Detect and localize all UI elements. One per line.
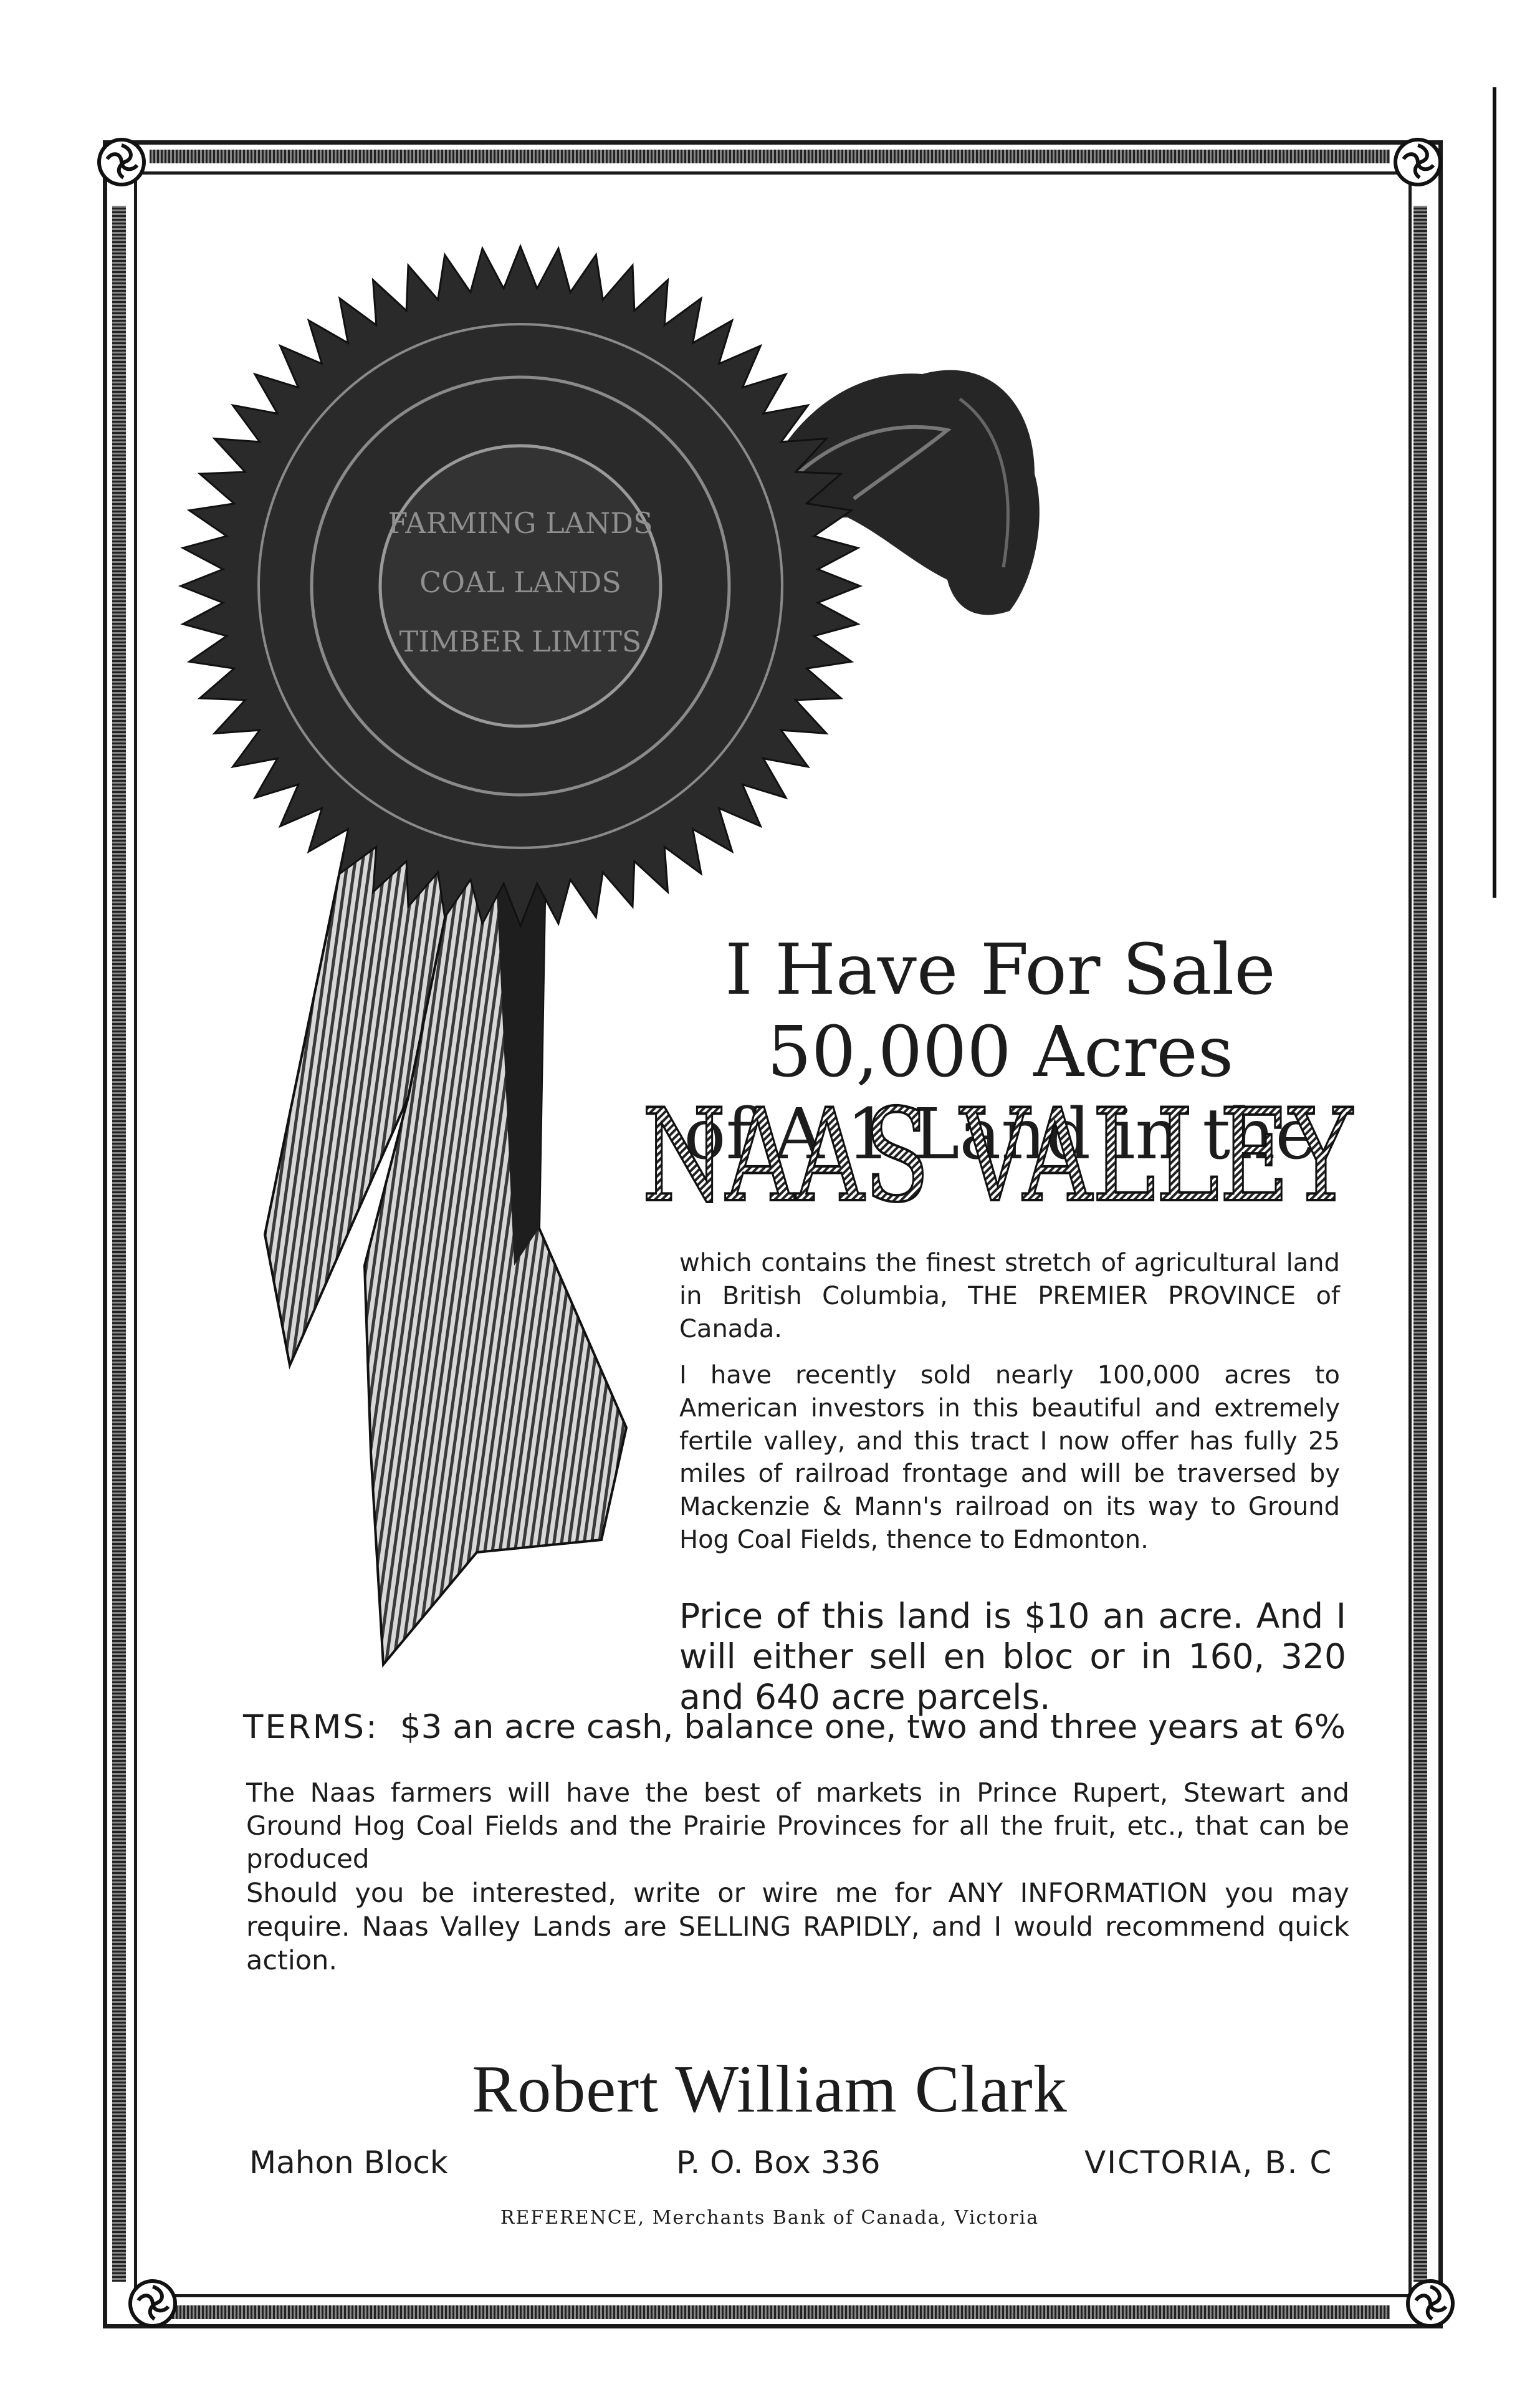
corner-ornament-icon bbox=[1402, 2275, 1458, 2332]
border-band-left bbox=[112, 206, 126, 2282]
sales-paragraph: I have recently sold nearly 100,000 acres to American investors in this beautiful and extremely fertile valley, and this tract I now offer has fully 25 miles of railroad frontage and will be traversed by Mackenzie & Mann's railroad on its way to Ground Hog Coal Fields, thence to Edmonton. bbox=[679, 1361, 1340, 1554]
corner-ornament-icon bbox=[93, 134, 150, 190]
address-building: Mahon Block bbox=[249, 2145, 448, 2181]
border-band-right bbox=[1413, 206, 1427, 2282]
seal-emblem bbox=[175, 237, 866, 941]
border-band-bottom bbox=[150, 2305, 1390, 2319]
address-city: VICTORIA, B. C bbox=[1084, 2145, 1333, 2181]
corner-ornament-icon bbox=[1390, 134, 1446, 190]
valley-name-heading bbox=[636, 1097, 1359, 1216]
headline-line-2: of A 1 Land in the bbox=[684, 1094, 1317, 1176]
hanging-ribbon bbox=[252, 829, 651, 1671]
scan-edge-line bbox=[1493, 87, 1496, 898]
seal-text-line: FARMING LANDS bbox=[388, 506, 653, 540]
terms-text: $3 an acre cash, balance one, two and three years at 6% bbox=[399, 1708, 1346, 1746]
terms-label: TERMS: bbox=[243, 1708, 379, 1746]
headline-line-1: I Have For Sale 50,000 Acres bbox=[725, 930, 1276, 1093]
price-paragraph: Price of this land is $10 an acre. And I will either sell en bloc or in 160, 320 and 640 acre parcels. bbox=[679, 1596, 1346, 1717]
seal-text-line: COAL LANDS bbox=[419, 565, 621, 599]
markets-paragraph: The Naas farmers will have the best of markets in Prince Rupert, Stewart and Ground Hog Coal Fields and the Prairie Provinces for all the fruit, etc., that can be produced bbox=[246, 1777, 1349, 1874]
corner-ornament-icon bbox=[125, 2275, 181, 2332]
intro-paragraph: which contains the finest stretch of agricultural land in British Columbia, THE PREMIER PROVINCE of Canada. bbox=[679, 1249, 1340, 1343]
contact-paragraph: Should you be interested, write or wire me for ANY INFORMATION you may require. Naas Valley Lands are SELLING RAPIDLY, and I would recommend quick action. bbox=[246, 1878, 1349, 1977]
bank-reference: REFERENCE, Merchants Bank of Canada, Victoria bbox=[500, 2207, 1040, 2229]
seal-text-line: TIMBER LIMITS bbox=[399, 625, 642, 658]
terms-line bbox=[243, 1708, 1352, 1746]
valley-name-text: NAAS VALLEY bbox=[642, 1097, 1354, 1216]
seller-name: Robert William Clark bbox=[472, 2052, 1068, 2126]
address-po-box: P. O. Box 336 bbox=[676, 2145, 881, 2181]
border-band-top bbox=[150, 150, 1390, 163]
